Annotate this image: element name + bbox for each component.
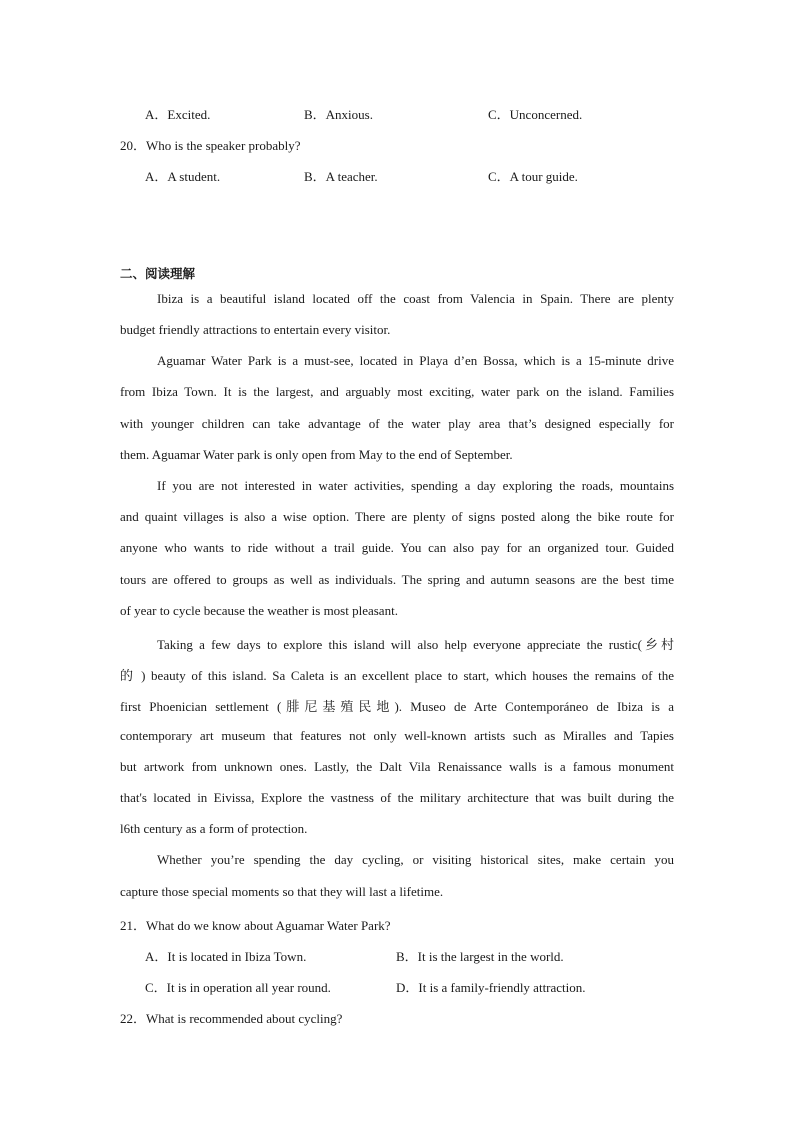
passage-line: anyone who wants to ride without a trail guide. You can also pay for an organized tour. Guided (120, 540, 674, 555)
q20-question: 20．Who is the speaker probably? (120, 138, 301, 153)
passage-line: Taking a few days to explore this island will also help everyone appreciate the rustic(乡村 (157, 637, 674, 652)
passage-line: If you are not interested in water activities, spending a day exploring the roads, mountains (157, 478, 674, 493)
section-heading: 二、阅读理解 (120, 266, 196, 281)
passage-line: with younger children can take advantage of the water play area that’s designed especially for (120, 416, 674, 431)
passage-line: that's located in Eivissa, Explore the vastness of the military architecture that was built during the (120, 790, 674, 805)
passage-line: Aguamar Water Park is a must-see, located in Playa d’en Bossa, which is a 15-minute drive (157, 353, 674, 368)
q22-question: 22．What is recommended about cycling? (120, 1011, 343, 1026)
passage-line: capture those special moments so that they will last a lifetime. (120, 884, 444, 899)
q20-option-a: A．A student. (145, 169, 221, 184)
passage-line: them. Aguamar Water park is only open from May to the end of September. (120, 447, 513, 462)
passage-line: and quaint villages is also a wise option. There are plenty of signs posted along the bike route for (120, 509, 674, 524)
q21-option-d: D．It is a family-friendly attraction. (396, 980, 586, 995)
passage-line: 的 ) beauty of this island. Sa Caleta is an excellent place to start, which houses the remains of the (120, 668, 674, 683)
passage-line: but artwork from unknown ones. Lastly, the Dalt Vila Renaissance walls is a famous monument (120, 759, 674, 774)
passage-line: of year to cycle because the weather is most pleasant. (120, 603, 398, 618)
passage-line: Ibiza is a beautiful island located off the coast from Valencia in Spain. There are plenty (157, 291, 674, 306)
q20-option-b: B．A teacher. (304, 169, 378, 184)
passage-line: Whether you’re spending the day cycling, or visiting historical sites, make certain you (157, 852, 674, 867)
q21-question: 21．What do we know about Aguamar Water Park? (120, 918, 391, 933)
passage-line: first Phoenician settlement (腓尼基殖民地). Museo de Arte Contemporáneo de Ibiza is a (120, 699, 674, 714)
q21-option-c: C．It is in operation all year round. (145, 980, 331, 995)
q21-option-b: B．It is the largest in the world. (396, 949, 564, 964)
passage-line: contemporary art museum that features not only well-known artists such as Miralles and Tapies (120, 728, 674, 743)
q20-option-c: C．A tour guide. (488, 169, 578, 184)
passage-line: budget friendly attractions to entertain every visitor. (120, 322, 391, 337)
q19-option-a: A．Excited. (145, 107, 211, 122)
passage-line: tours are offered to groups as well as individuals. The spring and autumn seasons are the best time (120, 572, 674, 587)
passage-line: l6th century as a form of protection. (120, 821, 308, 836)
passage-line: from Ibiza Town. It is the largest, and arguably most exciting, water park on the island. Families (120, 384, 674, 399)
q19-option-c: C．Unconcerned. (488, 107, 583, 122)
q21-option-a: A．It is located in Ibiza Town. (145, 949, 307, 964)
q19-option-b: B．Anxious. (304, 107, 373, 122)
